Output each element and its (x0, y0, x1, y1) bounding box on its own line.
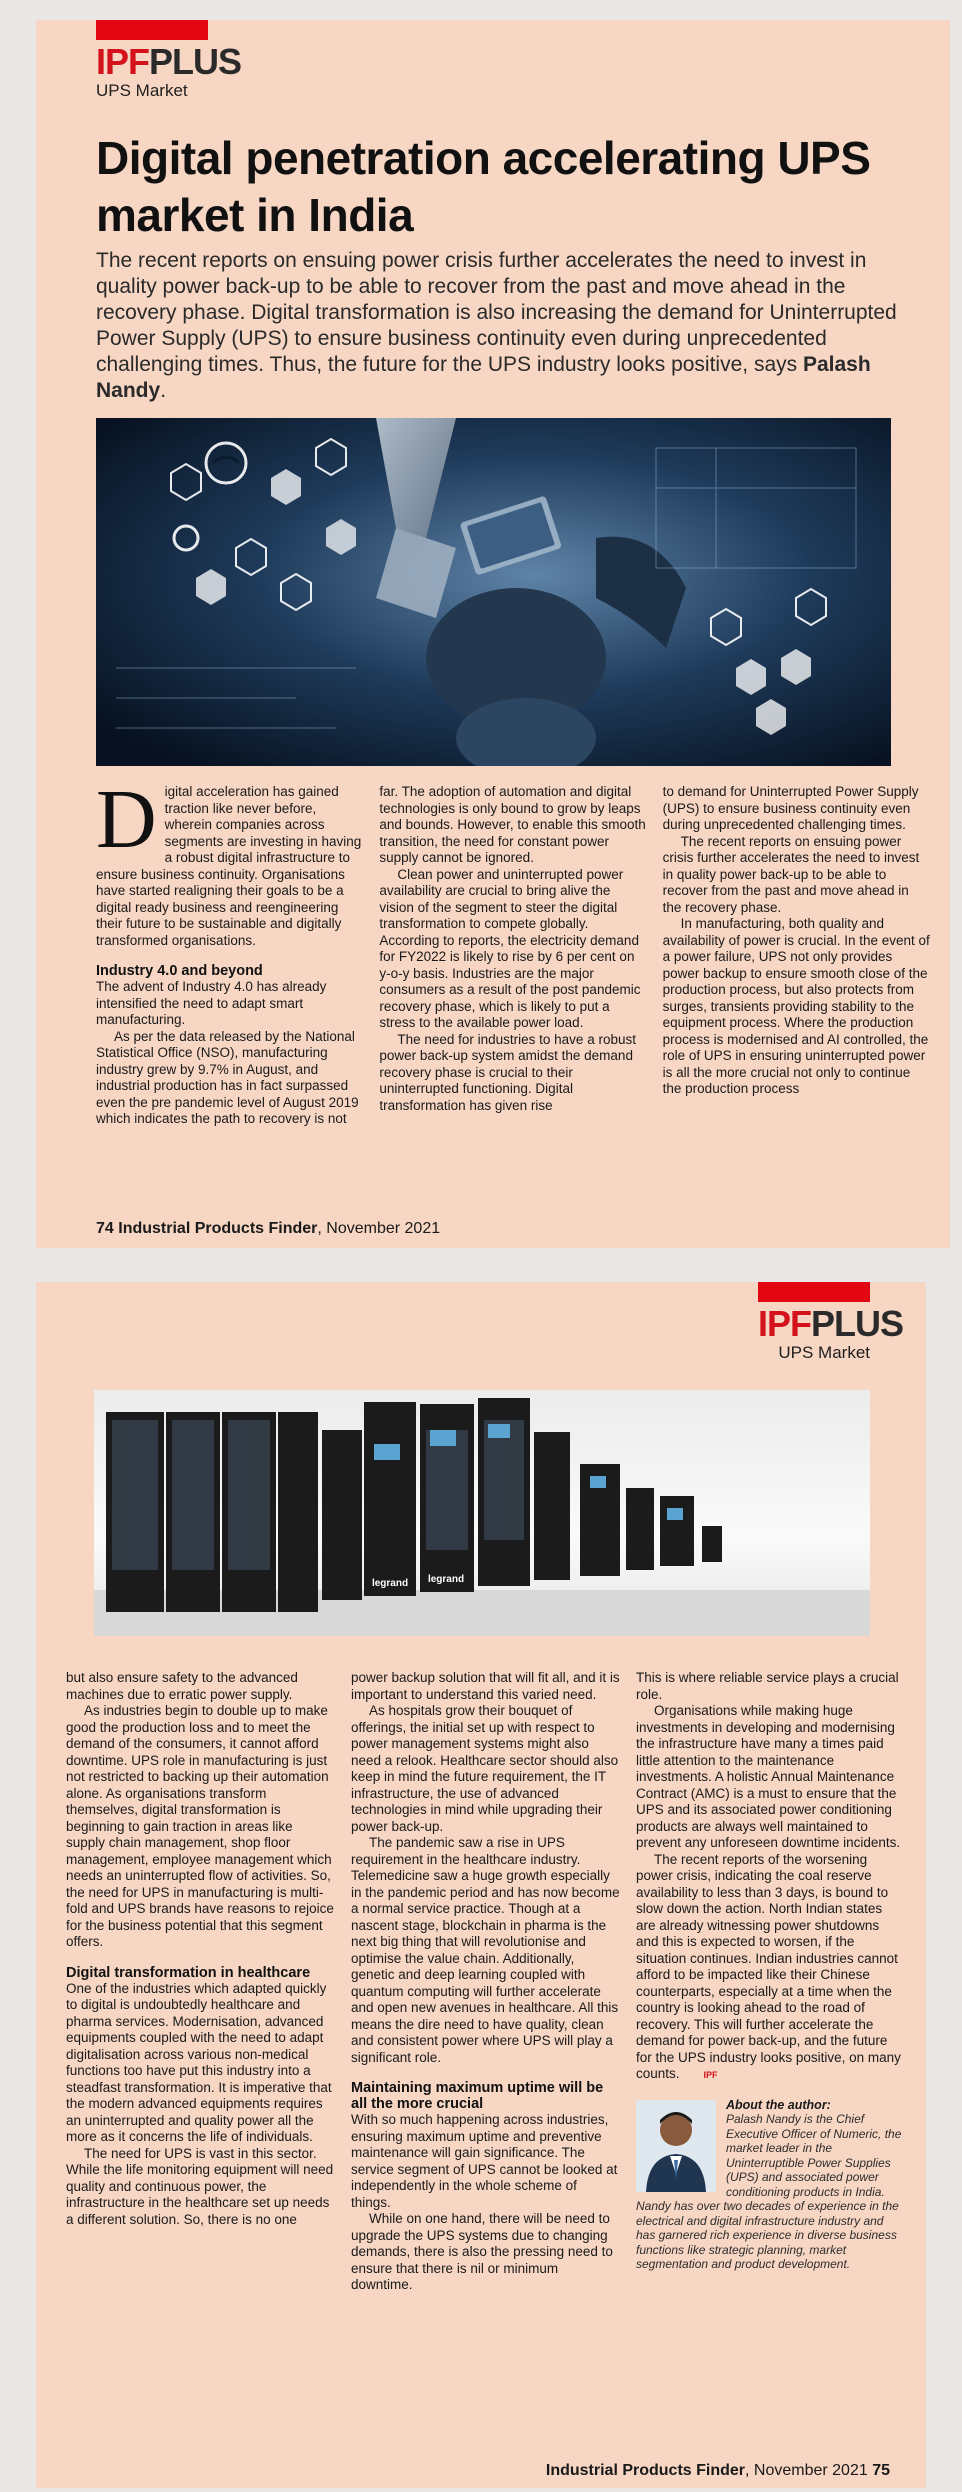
page74-column-3: to demand for Uninterrupted Power Supply (UPS) to ensure business continuity even during unprecedented challenging times. The recent reports on ensuing power crisis further accelerates the need to invest in quality power back-up to be able to recover from the past and move ahead in the recovery phase. In manufacturing, both quality and availability of power is crucial. In the event of a power failure, UPS not only provides power backup to ensure smooth close of the production process, but also protects from surges, transients providing stability to the equipment process. Where the production process is modernised and AI controlled, the role of UPS in ensuring uninterrupted power is all the more crucial not only to continue the production process (662, 784, 930, 1096)
product-brand-label-a: legrand (371, 1578, 409, 1589)
page75-column-1: but also ensure safety to the advanced machines due to erratic power supply. As industries begin to double up to make good the production loss and to meet the demand of the consumers, it cannot afford downtime. UPS role in manufacturing is just not restricted to backing up their automation alone. As organisations transform themselves, digital transformation is beginning to gain traction in areas like supply chain management, shop floor management, employee management which needs an uninterrupted flow of activities. So, the need for UPS in manufacturing is multi-fold and UPS brands have reasons to rejoice for the business potential that this segment offers. Digital transformation in healthcare One of the industries which adapted quickly to digital is undoubtedly healthcare and pharma services. Modernisation, advanced equipments coupled with the need to adapt digitalisation across various non-medical functions too have put this industry into a steadfast transformation. It is imperative that the modern advanced equipments requires an uninterrupted and quality power all the more as it concerns the life of individuals. The need for UPS is vast in this sector. While the life monitoring equipment will need quality and continuous power, the infrastructure in the healthcare set up needs a different solution. So, there is no one (66, 1670, 334, 2227)
author-name: Palash Nandy (96, 353, 871, 402)
subheading-industry-4: Industry 4.0 and beyond (96, 963, 263, 979)
brand-red-bar (758, 1282, 870, 1302)
brand-red-bar (96, 20, 208, 40)
hero-image-digital-factory (96, 418, 891, 766)
brand-header (96, 20, 242, 100)
ups-product-lineup-image (94, 1390, 870, 1636)
section-label: UPS Market (778, 1343, 870, 1362)
page74-column-2: far. The adoption of automation and digital technologies is only bound to grow by leaps and bounds. However, to enable this smooth transition, the need for constant power supply cannot be ignored. Clean power and uninterrupted power availability are crucial to bring alive the vision of the segment to steer the digital transformation to compete globally. According to reports, the electricity demand for FY2022 is likely to rise by 6 per cent on y-o-y basis. Industries are the major consumers as a result of the post pandemic recovery phase, which is likely to put a stress to the available power load. The need for industries to have a robust power back-up system amidst the demand recovery phase is crucial to their uninterrupted functioning. Digital transformation has given rise (379, 784, 646, 1113)
page75-column-3: This is where reliable service plays a crucial role. Organisations while making huge investments in developing and modernising the infrastructure have many a times paid little attention to the maintenance investments. A holistic Annual Maintenance Contract (AMC) is a must to ensure that the UPS and its associated power conditioning products are always well maintained to prevent any unforeseen downtime incidents. The recent reports of the worsening power crisis, indicating the coal reserve availability to less than 3 days, is bound to slow down the action. North Indian states are already witnessing power shutdowns and this is expected to worsen, if the situation continues. Indian industries cannot afford to be impacted like their Chinese counterparts, especially at a time when the country is looking ahead to the road of recovery. This will further accelerate the demand for power back-up, and the future for the UPS industry looks positive, on many counts. IPF About the author: Palash Nandy is the Chief Executive Officer of Numeric, the market leader in the Uninterruptible Power Supplies (UPS) and associated power conditioning products in India. Nandy has over two decades of experience in the electrical and digital infrastructure industry and has garnered rich experience in diverse business functions like strategic planning, market segmentation and product development. (636, 1670, 921, 1840)
magazine-page-74 (36, 20, 950, 1248)
about-author-bio: Palash Nandy is the Chief Executive Officer of Numeric, the market leader in the Uninterruptible Power Supplies (UPS) and associated power conditioning products in India. Nandy has over two decades of experience in the electrical and digital infrastructure industry and has garnered rich experience in diverse business functions like strategic planning, market segmentation and product development. (636, 2112, 902, 2271)
page74-body-columns (96, 773, 946, 1234)
author-photo (636, 2100, 716, 2192)
page74-footer: 74 Industrial Products Finder, November 2021 (96, 1220, 441, 1237)
page75-footer: Industrial Products Finder, November 2021 75 (545, 2462, 890, 2479)
about-author-heading: About the author: (726, 2097, 831, 2112)
ipf-plus-logo: IPFPLUS (758, 1303, 904, 1344)
subheading-maximum-uptime: Maintaining maximum uptime will be all the more crucial (351, 2080, 604, 2112)
page75-column-2: power backup solution that will fit all, and it is important to understand this varied need. As hospitals grow their bouquet of offerings, the initial set up with respect to power management systems might also need a relook. Healthcare sector should also keep in mind the future requirement, the IT infrastructure, the use of advanced technologies in mind while upgrading their power back-up. The pandemic saw a rise in UPS requirement in the healthcare industry. Telemedicine saw a huge growth especially in the pandemic period and has now become a normal service practice. Though at a nascent stage, blockchain in pharma is the next big thing that will revolutionise and optimise the value chain. Additionally, genetic and deep learning coupled with quantum computing will further accelerate and open new avenues in healthcare. All this means the dire need to have quality, clean and consistent power where UPS will play a significant role. Maintaining maximum uptime will be all the more crucial With so much happening across industries, ensuring maximum uptime and preventive maintenance will gain significance. The service segment of UPS cannot be looked at independently in the whole scheme of things. While on one hand, there will be need to upgrade the UPS systems due to changing demands, there is also the pressing need to ensure that there is nil or minimum downtime. (351, 1670, 620, 2292)
article-standfirst: The recent reports on ensuing power crisis further accelerates the need to invest in quality power back-up to be able to recover from the past and move ahead in the recovery phase. Digital transformation is also increasing the demand for Uninterrupted Power Supply (UPS) to ensure business continuity even during unprecedented challenging times. Thus, the future for the UPS industry looks positive, says Palash Nandy. (96, 249, 897, 402)
magazine-page-75 (36, 1282, 926, 2488)
product-brand-label-b: legrand (427, 1574, 465, 1585)
article-title: Digital penetration accelerating UPS market in India (96, 132, 871, 241)
about-the-author (636, 2098, 905, 2272)
page74-column-1: Digital acceleration has gained traction like never before, wherein companies across segments are investing in having a robust digital infrastructure to ensure business continuity. Organisations have started realigning their goals to be a digital ready business and reengineering their future to be sustainable and digitally transformed organisations. Industry 4.0 and beyond The advent of Industry 4.0 has already intensified the need to adapt smart manufacturing. As per the data released by the National Statistical Office (NSO), manufacturing industry grew by 9.7% in August, and industrial production has in fact surpassed even the pre pandemic level of August 2019 which indicates the path to recovery is not (96, 784, 379, 1234)
section-label: UPS Market (96, 81, 188, 100)
brand-header (758, 1282, 904, 1362)
ipf-end-mark: IPF (703, 2070, 718, 2080)
drop-cap: D (96, 773, 157, 866)
subheading-healthcare: Digital transformation in healthcare (66, 1964, 311, 1981)
ipf-plus-logo: IPFPLUS (96, 41, 242, 82)
page75-body-columns (66, 1670, 922, 2292)
